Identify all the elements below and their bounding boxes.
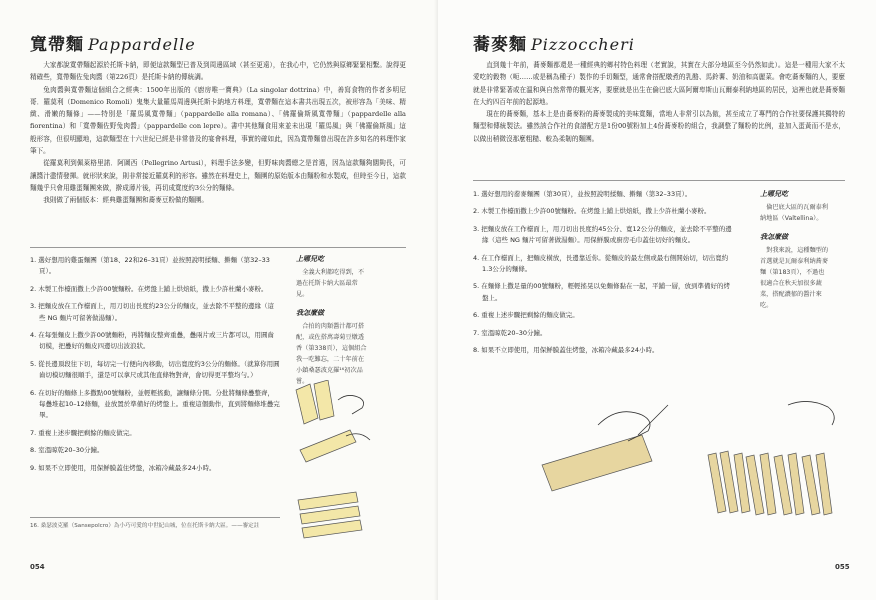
hand-icon bbox=[338, 395, 364, 414]
pasta-sheet-icon bbox=[300, 430, 356, 462]
sidebar-text: 合拍的肉類醬汁都可搭配，或佐搭萬壽菊豆燉透香（第338頁），這個組合我一吃難忘，二十年前在小鎮桑瑟波克羅¹⁶初次品嘗。 bbox=[296, 323, 367, 385]
sidebar-text: 全義大利都吃得到，不過在托斯卡納大區最常見。 bbox=[296, 269, 365, 298]
intro-text bbox=[30, 59, 406, 207]
recipe-step: 2. 木製工作檯面撒上少許00號麵粉。在烤盤上鋪上烘焙紙，撒上少許杜蘭小麥粉。 bbox=[30, 284, 268, 293]
recipe-step: 8. 如果不立即使用，用保鮮膜蓋住烤盤，冰箱冷藏最多24小時。 bbox=[473, 346, 659, 355]
sidebar-notes bbox=[760, 189, 830, 319]
hand-icon bbox=[788, 401, 834, 425]
recipe-step: 1. 選好想用的雞蛋麵團（第18、22和26–31頁）並按照說明揉麵、擀麵（第32–33頁）。 bbox=[30, 256, 270, 276]
page-number: 055 bbox=[835, 563, 850, 571]
intro-paragraph: 兔肉醬與寬帶麵這個組合之經典：1500年出版的《廚房唯一寶典》（La singolar dottrina）中，善寫食物的作者多明尼哥．羅莫利（Domenico Romoli）鬼集大量羅馬周邊與托斯卡納地方料理，寬帶麵在這本書共出現五次，被形容為「美味、精緻、滑嫩的麵條」——特別是「羅馬風寬帶麵」（pappardelle alla romana）、「佛羅倫斯風寬帶麵」（pappardelle alla fiorentina）和「寬帶麵佐野兔肉醬」（pappardelle con lepre）。書中其他麵食用來並未出現「羅馬風」與「佛羅倫斯風」這般形容，但很明顯地，這款麵型在十六世紀已經是非常普及的宴會料理，事實的確如此，因為寬帶麵曾出現在許多知名的料理作家筆下。 bbox=[30, 85, 406, 156]
title-latin: Pizzoccheri bbox=[531, 35, 635, 54]
recipe-step: 4. 在每張麵皮上撒少許00號麵粉，再將麵皮整齊重疊，疊兩片或三片都可以，用圓齒切模，把疊好的麵皮四邊切出波浪狀。 bbox=[30, 331, 275, 351]
sidebar-heading: 上哪兒吃 bbox=[296, 255, 324, 263]
recipe-step: 6. 重複上述步驟把剩餘的麵皮做完。 bbox=[473, 311, 579, 320]
sidebar-text: 對我來說，這種麵型的首選就是瓦爾泰利納蕎麥麵（第183頁），不過也很適合在秋天加很多蔬菜，搭配濃郁的醬汁來吃。 bbox=[760, 247, 829, 309]
recipe-step: 2. 木製工作檯面撒上少許00號麵粉。在烤盤上鋪上烘焙紙，撒上少許杜蘭小麥粉。 bbox=[473, 207, 711, 216]
sidebar-heading: 上哪兒吃 bbox=[760, 190, 788, 198]
intro-paragraph: 大家都說寬帶麵起源於托斯卡納，即便這款麵型已普及到周邊區域（甚至更遠），在我心中，它仍然與原鄉緊緊相繫。說得更精確些，寬帶麵佐兔肉醬（第226頁）是托斯卡納的傳統調。 bbox=[30, 61, 406, 82]
recipe-step: 1. 選好想用的蕎麥麵團（第30頁），並按照說明揉麵、擀麵（第32–33頁）。 bbox=[473, 190, 692, 198]
recipe-step: 3. 把麵皮放在工作檯面上，用刀切出長度約23公分的麵皮，並去除不平整的邊緣（這些 NG 麵片可留著做湯麵）。 bbox=[30, 302, 275, 322]
intro-paragraph: 直到幾十年前，蕎麥麵都還是一種經典的鄉村特色料理（老實說，其實在大部分地區至今仍然如此）。這是一種用大家不太愛吃的穀物（呃……或是稱為種子）製作的手切麵型，通常會搭配燉煮的乳酪、馬鈴薯、奶油和高麗菜。會吃蕎麥麵的人，要麼就是非常緊著或在溫和與自然常帶的觀光客，要麼就是出生在倫巴底大區阿爾卑斯山瓦爾泰利納地區的居民，這裡也就是蕎麥麵在大約四百年前的起源地。 bbox=[473, 61, 845, 106]
sidebar-notes bbox=[296, 254, 368, 395]
sidebar-text: 倫巴底大區的瓦爾泰利納地區（Valtellina）。 bbox=[760, 204, 829, 222]
recipe-step: 5. 從長邊頂段往下切，每切完一行便向內移動，切出寬度約3公分的麵條。（就算你用圓齒切模切麵很順手，還是可以拿尺或其他直條物對齊，會切得更平整均勻。） bbox=[30, 359, 280, 380]
pizzoccheri-cutting-illustration bbox=[538, 395, 858, 545]
pasta-cutting-illustration bbox=[290, 380, 380, 560]
intro-paragraph: 從羅莫利到佩萊格里諾．阿圖西（Pellegrino Artusi），料理手法多變，但野味肉醬總之是首選，因為這款麵夠闊夠長，可讓醬汁盡情發揮。就形狀來說，則非常接近羅莫利的形容。雖然在料理史上，麵團的原始版本由麵粉和水製成，但時至今日，這款麵幾乎只會用雞蛋麵團來做，擀成薄片後，再切成寬度約3公分的麵條。 bbox=[30, 159, 406, 192]
page-number: 054 bbox=[30, 563, 45, 571]
right-page bbox=[438, 0, 876, 600]
title-chinese: 寬帶麵 bbox=[30, 35, 84, 55]
recipe-step: 3. 把麵皮放在工作檯面上，用刀切出長度約45公分、寬12公分的麵皮，並去除不平整的邊緣（這些 NG 麵片可留著做湯麵）。用保鮮膜或廚房毛巾蓋住切好的麵皮。 bbox=[473, 224, 732, 245]
sidebar-heading: 我怎麼做 bbox=[760, 233, 788, 241]
title-chinese: 蕎麥麵 bbox=[473, 35, 527, 55]
page-title bbox=[30, 30, 196, 55]
recipe-step: 6. 在切好的麵條上多撒點00號麵粉，並輕輕搖動，讓麵條分開。分批將麵條疊整齊，每疊堆起10–12條麵，並放置於準備好的烤盤上。重複這個動作，直到將麵條堆疊完畢。 bbox=[30, 388, 280, 420]
footnote: 16. 桑瑟波克羅（Sansepolcro）為小巧可愛的中世紀山城，位在托斯卡納大區。——審定註 bbox=[30, 523, 260, 529]
intro-paragraph: 我則做了兩個版本：經典雞蛋麵團和蕎麥豆粉做的麵團。 bbox=[43, 196, 209, 205]
recipe-step: 7. 重複上述步驟把剩餘的麵皮做完。 bbox=[30, 428, 136, 437]
divider bbox=[30, 247, 406, 248]
intro-paragraph: 現在的蕎麥麵，基本上是由蕎麥粉的蕎麥製成的美味寬麵，當地人非常引以為傲，甚至成立了專門的合作社要保護其獨特的麵型和傳統製法。雖然該合作社的食譜配方是1份00號粉加上4份蕎麥粉的組合，我調整了麵粉的比例，並加入蛋黃而不是水，以做出稍微沒那麼粗糙、較為柔韌的麵團。 bbox=[473, 110, 845, 143]
recipe-steps bbox=[473, 189, 733, 362]
pasta-sheet-icon bbox=[542, 435, 652, 491]
footnote-divider bbox=[30, 517, 280, 518]
recipe-step: 9. 如果不立即使用，用保鮮膜蓋住烤盤，冰箱冷藏最多24小時。 bbox=[30, 463, 216, 472]
recipe-step: 5. 在麵條上撒足量的00號麵粉，輕輕搖晃以免麵條黏在一起，平鋪一層，放到準備好的烤盤上。 bbox=[473, 282, 731, 302]
recipe-step: 8. 室溫晾乾20–30分鐘。 bbox=[30, 446, 104, 455]
divider bbox=[473, 180, 845, 181]
recipe-steps bbox=[30, 255, 280, 480]
intro-text bbox=[473, 59, 845, 145]
recipe-step: 7. 室溫晾乾20–30分鐘。 bbox=[473, 328, 547, 337]
page-title bbox=[473, 30, 635, 55]
sidebar-heading: 我怎麼做 bbox=[296, 309, 324, 317]
knife-icon bbox=[638, 405, 668, 435]
title-latin: Pappardelle bbox=[88, 35, 196, 54]
recipe-step: 4. 在工作檯面上，把麵皮橫放，長邊靠近你。從麵皮的最左側或最右側開始切，切出寬約1.3公分的麵條。 bbox=[473, 253, 729, 274]
